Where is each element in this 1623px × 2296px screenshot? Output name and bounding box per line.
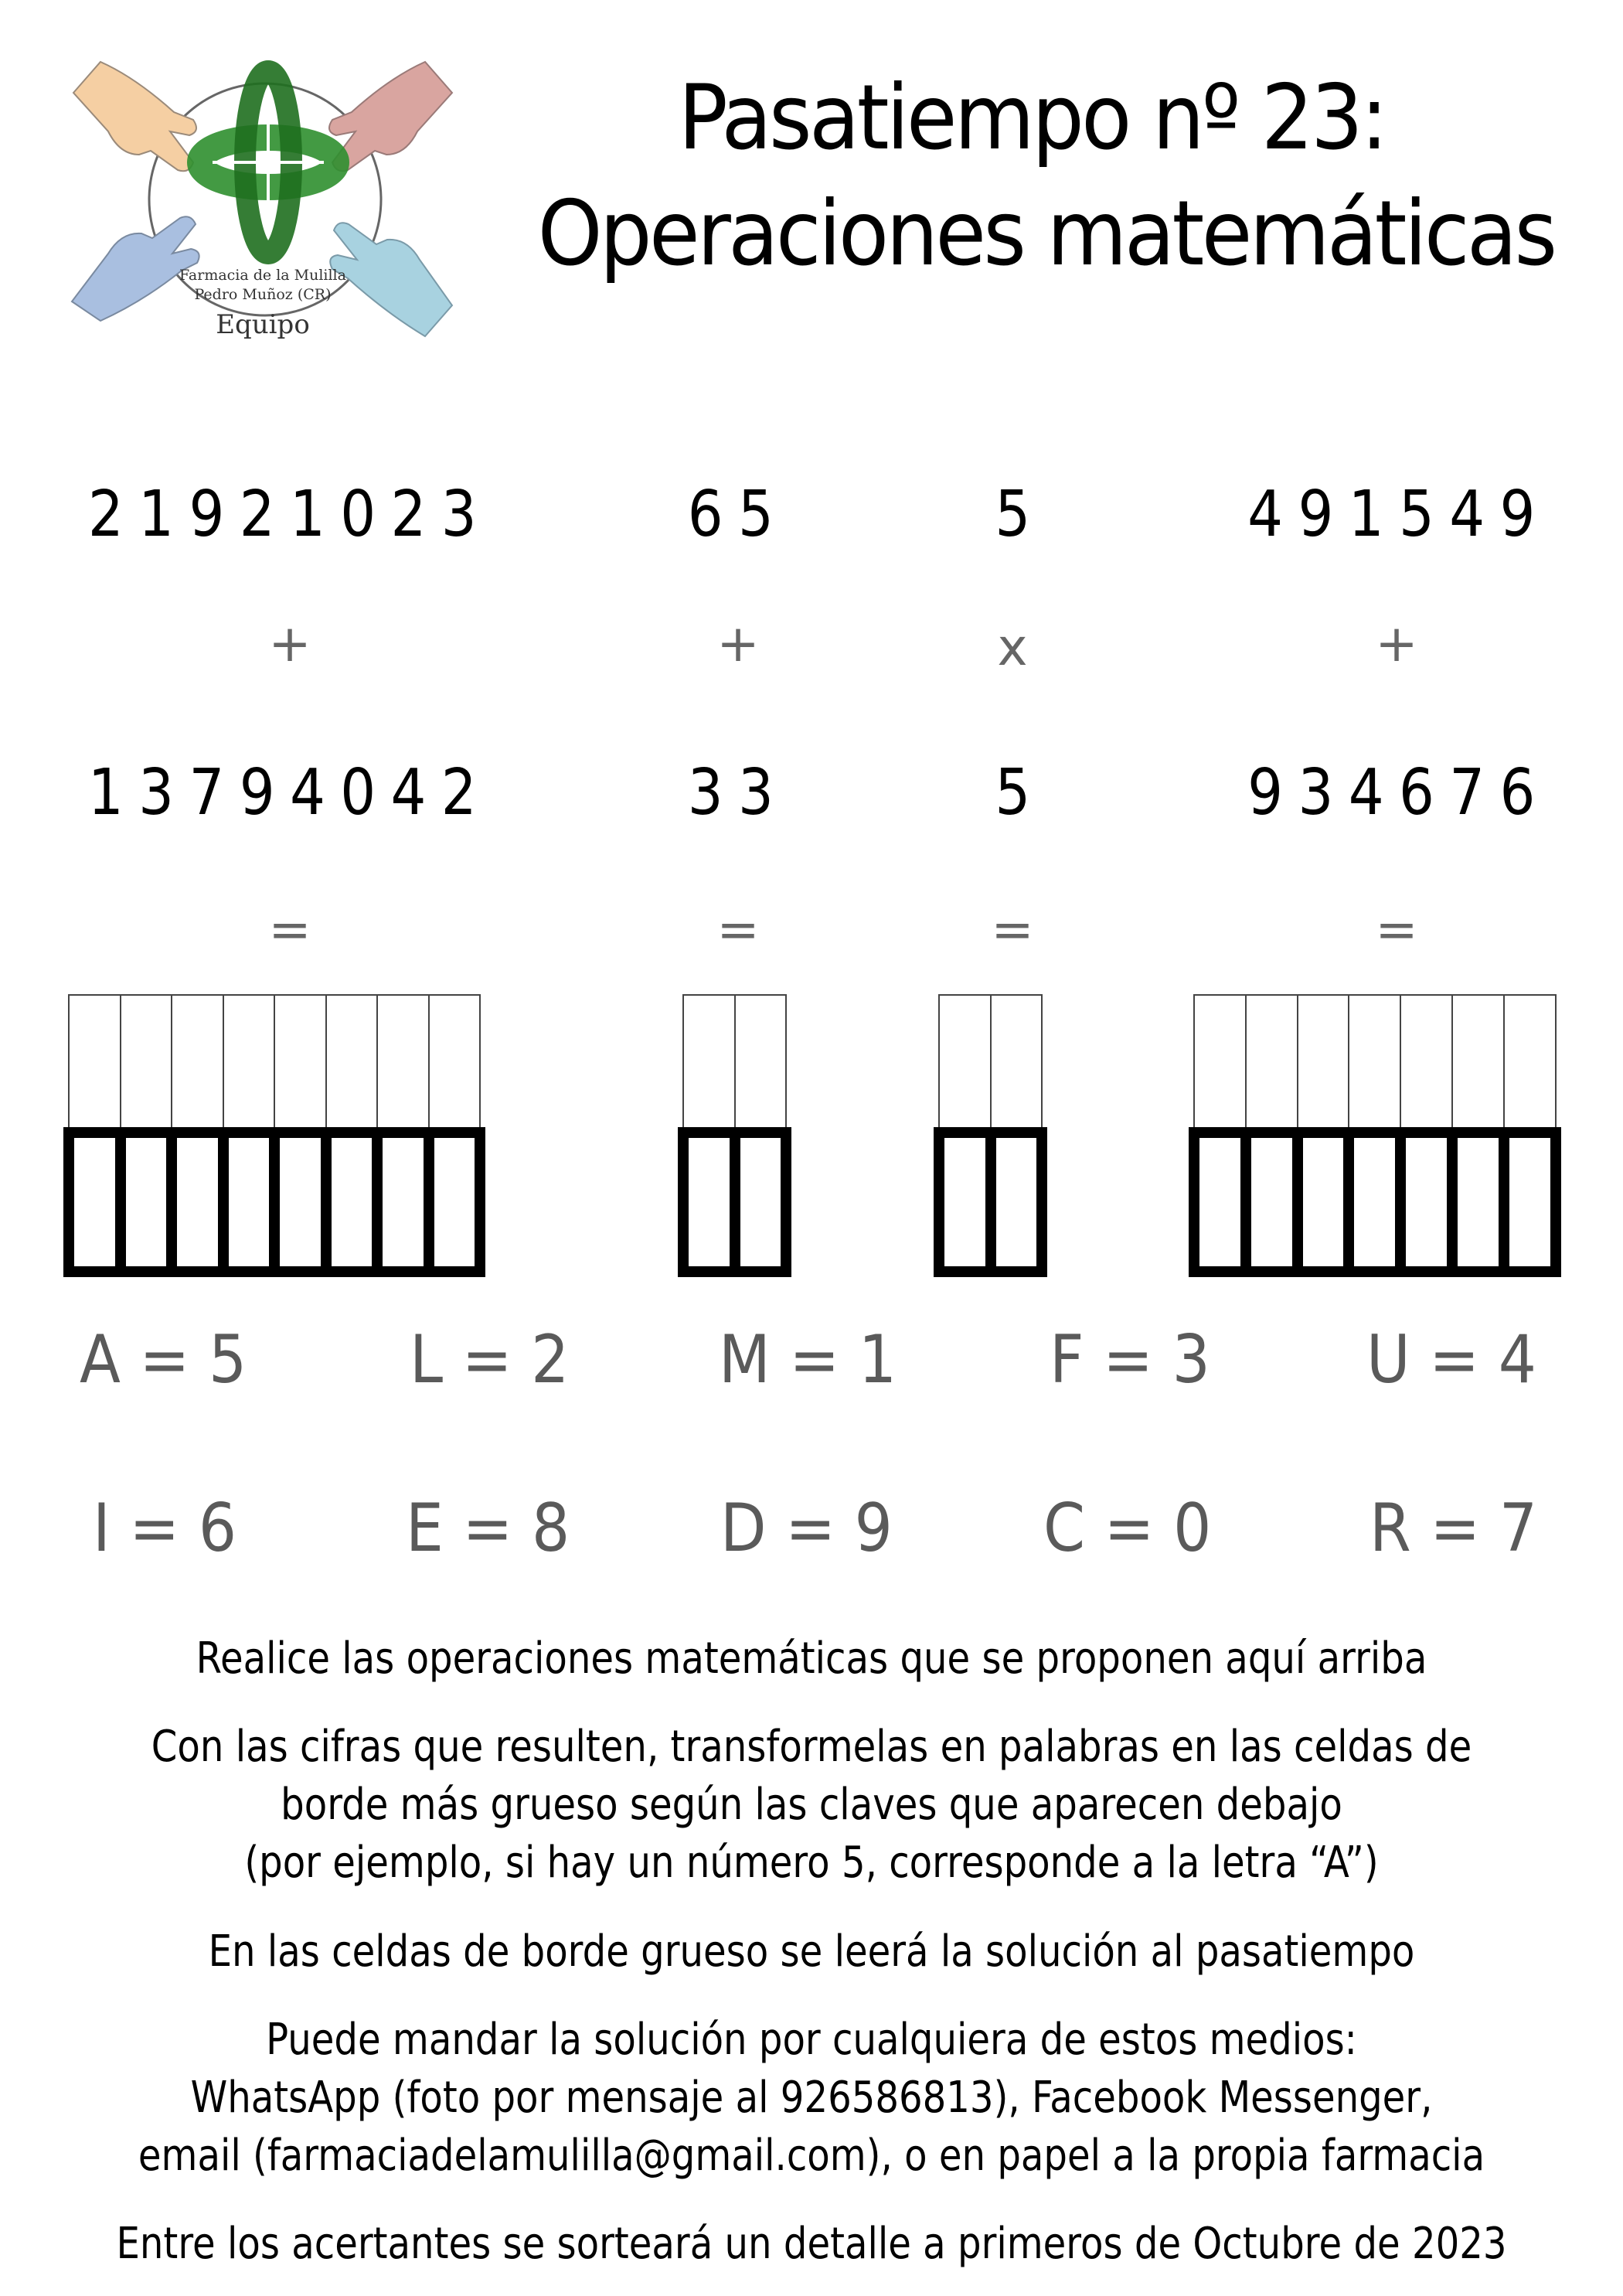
key-item: R = 7 [1370, 1490, 1538, 1567]
operator: + [1375, 614, 1418, 673]
answer-cell[interactable] [985, 1127, 1048, 1277]
carry-cell[interactable] [68, 994, 121, 1129]
contact-line: email (farmaciadelamulilla@gmail.com), o en papel a la propia farmacia [138, 2131, 1485, 2181]
operand1: 21921023 [87, 478, 492, 551]
key-item: M = 1 [719, 1321, 897, 1398]
equals-sign: = [991, 900, 1034, 959]
equals-sign: = [268, 900, 311, 959]
key-item: A = 5 [80, 1321, 247, 1398]
carry-cell[interactable] [171, 994, 224, 1129]
carry-cell[interactable] [428, 994, 481, 1129]
key-item: C = 0 [1043, 1490, 1212, 1567]
key-item: L = 2 [410, 1321, 570, 1398]
carry-cell[interactable] [1348, 994, 1401, 1129]
answer-cell[interactable] [1499, 1127, 1561, 1277]
equals-sign: = [1375, 900, 1418, 959]
operand1: 65 [687, 478, 789, 551]
instruction-line: Realice las operaciones matemáticas que se proponen aquí arriba [196, 1633, 1427, 1684]
carry-cell[interactable] [1451, 994, 1505, 1129]
operand2: 33 [687, 756, 789, 829]
operator: + [716, 614, 760, 673]
carry-cell[interactable] [223, 994, 276, 1129]
operand2: 934676 [1247, 756, 1550, 829]
carry-cell[interactable] [682, 994, 736, 1129]
key-item: I = 6 [93, 1490, 237, 1567]
carry-cell[interactable] [376, 994, 430, 1129]
hand-top-left-icon [73, 62, 196, 171]
operand1: 5 [995, 478, 1046, 551]
operand2: 13794042 [87, 756, 492, 829]
contact-line: WhatsApp (foto por mensaje al 926586813), Facebook Messenger, [190, 2073, 1433, 2123]
logo-text-line1: Farmacia de la Mulilla [179, 267, 346, 284]
answer-cell[interactable] [730, 1127, 792, 1277]
carry-cell[interactable] [274, 994, 327, 1129]
carry-cell[interactable] [325, 994, 379, 1129]
logo-caption: Equipo [216, 309, 310, 340]
carry-cell[interactable] [1400, 994, 1453, 1129]
carry-cell[interactable] [1193, 994, 1247, 1129]
operator: x [997, 618, 1028, 677]
operand2: 5 [995, 756, 1046, 829]
prize-line: Entre los acertantes se sorteará un detalle a primeros de Octubre de 2023 [116, 2219, 1507, 2269]
instruction-line: (por ejemplo, si hay un número 5, corresponde a la letra “A”) [244, 1838, 1379, 1888]
carry-cell[interactable] [734, 994, 788, 1129]
key-item: E = 8 [406, 1490, 570, 1567]
carry-cell[interactable] [1245, 994, 1298, 1129]
operand1: 491549 [1247, 478, 1550, 551]
carry-cell[interactable] [1503, 994, 1557, 1129]
carry-cell[interactable] [938, 994, 992, 1129]
page-title-line1: Pasatiempo nº 23: [678, 66, 1386, 170]
pharmacy-logo [66, 46, 460, 340]
instruction-line: borde más grueso según las claves que aparecen debajo [281, 1780, 1342, 1830]
page-title-line2: Operaciones matemáticas [537, 182, 1555, 286]
operator: + [268, 614, 311, 673]
answer-cell[interactable] [424, 1127, 486, 1277]
instruction-line: En las celdas de borde grueso se leerá la solución al pasatiempo [208, 1926, 1415, 1977]
instruction-line: Con las cifras que resulten, transformelas en palabras en las celdas de [151, 1722, 1472, 1772]
carry-cell[interactable] [1297, 994, 1350, 1129]
key-item: D = 9 [720, 1490, 893, 1567]
key-item: F = 3 [1050, 1321, 1210, 1398]
key-item: U = 4 [1366, 1321, 1536, 1398]
instruction-line: Puede mandar la solución por cualquiera de estos medios: [266, 2015, 1357, 2065]
carry-cell[interactable] [120, 994, 173, 1129]
equals-sign: = [716, 900, 760, 959]
carry-cell[interactable] [990, 994, 1043, 1129]
logo-text-line2: Pedro Muñoz (CR) [194, 286, 332, 303]
